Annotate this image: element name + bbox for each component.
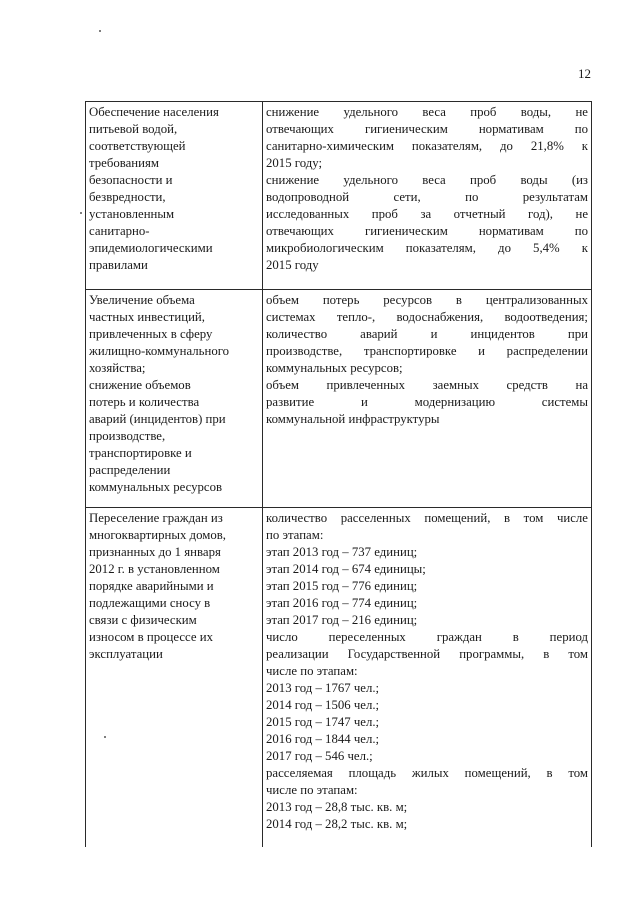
goal-text-line: признанных до 1 января	[89, 545, 221, 559]
goal-cell	[86, 102, 263, 290]
indicator-text-line: этап 2016 год – 774 единиц;	[266, 596, 418, 610]
goal-text-line: многоквартирных домов,	[89, 528, 226, 542]
indicator-text-line: 2014 год – 1506 чел.;	[266, 698, 380, 712]
indicator-text-line: этап 2014 год – 674 единицы;	[266, 562, 426, 576]
goal-text-line: установленным	[89, 207, 175, 221]
goal-text-line: эпидемиологическими	[89, 241, 213, 255]
goal-text-line: связи с физическим	[89, 613, 197, 627]
indicator-text-line: 2015 год – 1747 чел.;	[266, 715, 380, 729]
goal-text-line: Обеспечение населения	[89, 105, 219, 119]
goal-text-line: жилищно-коммунального	[89, 344, 230, 358]
scan-speck	[99, 30, 101, 32]
goal-text-line: Переселение граждан из	[89, 511, 223, 525]
indicator-text-line: этап 2017 год – 216 единиц;	[266, 613, 418, 627]
goal-text-line: эксплуатации	[89, 647, 163, 661]
indicator-text-line: объем привлеченных заемных средств на	[266, 378, 588, 392]
goal-text-line: аварий (инцидентов) при	[89, 412, 226, 426]
goal-cell	[86, 508, 263, 848]
indicator-text-line: развитие и модернизацию системы	[266, 395, 588, 409]
indicator-text-line: 2013 год – 1767 чел.;	[266, 681, 380, 695]
indicator-text-line: объем потерь ресурсов в централизованных	[266, 293, 588, 307]
goal-text-line: коммунальных ресурсов	[89, 480, 223, 494]
indicator-text-line: коммунальных ресурсов;	[266, 361, 403, 375]
goal-text-line: снижение объемов	[89, 378, 191, 392]
indicator-text-line: числе по этапам:	[266, 664, 358, 678]
indicator-text-line: снижение удельного веса проб воды, не	[266, 105, 588, 119]
goal-text-line: санитарно-	[89, 224, 150, 238]
goal-text-line: Увеличение объема	[89, 293, 195, 307]
indicator-text-line: число переселенных граждан в период	[266, 630, 588, 644]
goal-text-line: безопасности и	[89, 173, 173, 187]
indicator-text-line: коммунальной инфраструктуры	[266, 412, 440, 426]
indicator-text-line: расселяемая площадь жилых помещений, в том	[266, 766, 588, 780]
indicator-text-line: числе по этапам:	[266, 783, 358, 797]
goal-text-line: потерь и количества	[89, 395, 200, 409]
table-body	[86, 102, 592, 848]
indicator-text-line: этап 2013 год – 737 единиц;	[266, 545, 418, 559]
indicator-text-line: отвечающих гигиеническим нормативам по	[266, 122, 588, 136]
indicator-text-line: водопроводной сети, по результатам	[266, 190, 588, 204]
page-number: 12	[578, 66, 591, 81]
goal-cell	[86, 290, 263, 508]
indicator-text-line: отвечающих гигиеническим нормативам по	[266, 224, 588, 238]
goal-text-line: распределении	[89, 463, 171, 477]
goal-text-line: привлеченных в сферу	[89, 327, 213, 341]
indicator-text-line: количество расселенных помещений, в том числе	[266, 511, 588, 525]
indicator-text-line: реализации Государственной программы, в том	[266, 647, 588, 661]
indicator-text-line: 2013 год – 28,8 тыс. кв. м;	[266, 800, 408, 814]
table-row	[86, 508, 592, 848]
indicator-cell	[263, 102, 592, 290]
indicator-text-line: микробиологическим показателям, до 5,4% к	[266, 241, 588, 255]
goal-text-line: порядке аварийными и	[89, 579, 214, 593]
indicator-text-line: производстве, транспортировке и распределении	[266, 344, 588, 358]
indicator-text-line: 2014 год – 28,2 тыс. кв. м;	[266, 817, 408, 831]
indicator-text-line: исследованных проб за отчетный год), не	[266, 207, 588, 221]
goal-text-line: транспортировке и	[89, 446, 192, 460]
goal-text-line: частных инвестиций,	[89, 310, 205, 324]
goal-text-line: соответствующей	[89, 139, 186, 153]
indicator-text-line: 2016 год – 1844 чел.;	[266, 732, 380, 746]
indicator-text-line: этап 2015 год – 776 единиц;	[266, 579, 418, 593]
goal-text-line: питьевой водой,	[89, 122, 178, 136]
goal-text-line: хозяйства;	[89, 361, 146, 375]
indicator-text-line: 2017 год – 546 чел.;	[266, 749, 373, 763]
table-row	[86, 290, 592, 508]
indicator-cell	[263, 508, 592, 848]
indicator-text-line: снижение удельного веса проб воды (из	[266, 173, 588, 187]
goals-indicators-table	[85, 101, 592, 847]
indicator-text-line: 2015 году;	[266, 156, 323, 170]
goal-text-line: 2012 г. в установленном	[89, 562, 220, 576]
indicator-text-line: системах тепло-, водоснабжения, водоотведения;	[266, 310, 588, 324]
goal-text-line: производстве,	[89, 429, 166, 443]
goal-text-line: правилами	[89, 258, 148, 272]
table-row	[86, 102, 592, 290]
scan-speck	[80, 212, 82, 214]
goal-text-line: подлежащими сносу в	[89, 596, 211, 610]
goal-text-line: безвредности,	[89, 190, 166, 204]
indicator-text-line: по этапам:	[266, 528, 324, 542]
indicator-text-line: санитарно-химическим показателям, до 21,8% к	[266, 139, 588, 153]
indicator-cell	[263, 290, 592, 508]
indicator-text-line: 2015 году	[266, 258, 319, 272]
goal-text-line: износом в процессе их	[89, 630, 213, 644]
indicator-text-line: количество аварий и инцидентов при	[266, 327, 588, 341]
goal-text-line: требованиям	[89, 156, 159, 170]
